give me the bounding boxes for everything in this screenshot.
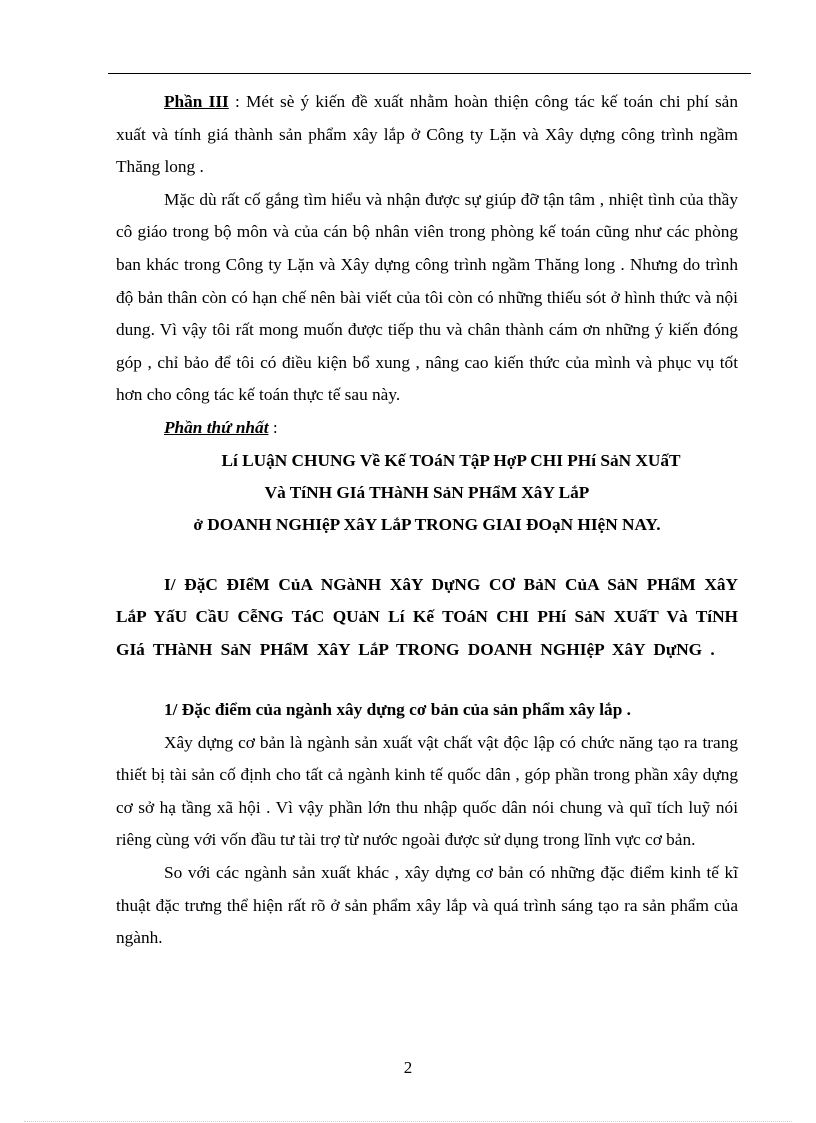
body-paragraph-2: So với các ngành sản xuất khác , xây dựng cơ bản có những đặc điểm kinh tế kĩ thuật đặc trưng thể hiện rất rõ ở sản phẩm xây lắp và quá trình sáng tạo ra sản phẩm của ngành. — [116, 863, 738, 948]
part3-label: Phần III — [164, 92, 229, 111]
footer-dotted-line — [24, 1121, 792, 1122]
part1-label: Phần thứ nhất — [164, 417, 269, 437]
part1-suffix: : — [268, 417, 278, 437]
chapter-title-line-3: ở DOANH NGHIệP XâY LắP TRONG GIAI ĐOạN HIệN NAY. — [193, 514, 661, 534]
header-rule — [108, 73, 751, 74]
part1-heading — [116, 412, 738, 445]
subsection-heading: 1/ Đặc điểm của ngành xây dựng cơ bản của sản phẩm xây lắp . — [164, 700, 631, 720]
part3-paragraph — [116, 86, 738, 184]
part3-text: : Mét sè ý kiến đề xuất nhằm hoàn thiện công tác kế toán chi phí sản xuất và tính giá thành sản phẩm xây lắp ở Công ty Lặn và Xây dựng công trình ngầm Thăng long . — [116, 92, 738, 177]
body-paragraph-1: Xây dựng cơ bản là ngành sản xuất vật chất vật độc lập có chức năng tạo ra trang thiết bị tài sản cố định cho tất cả ngành kinh tế quốc dân , góp phần trong phần xây dựng cơ sở hạ tầng xã hội . Vì vậy phần lớn thu nhập quốc dân nói chung và quĩ tích luỹ nói riêng cùng với vốn đầu tư tài trợ từ nước ngoài được sử dụng trong lĩnh vực cơ bản. — [116, 732, 738, 850]
document-body — [116, 86, 738, 955]
section-heading: I/ ĐặC ĐIểM CủA NGàNH XâY DựNG CƠ BảN CủA SảN PHẩM XâY LắP YấU CầU CễNG TáC QUảN Lí Kế TOáN CHI PHí SảN XUấT Và TíNH GIá THàNH SảN PHẩM XâY LắP TRONG DOANH NGHIệP XâY DựNG . — [116, 574, 738, 659]
page-number: 2 — [403, 1058, 413, 1077]
spacer — [116, 541, 738, 569]
chapter-title-line-2: Và TíNH GIá THàNH SảN PHẩM XâY LắP — [264, 482, 590, 502]
intro-paragraph: Mặc dù rất cố gắng tìm hiểu và nhận được sự giúp đỡ tận tâm , nhiệt tình của thầy cô giáo trong bộ môn và của cán bộ nhân viên trong phòng kế toán cũng như các phòng ban khác trong Công ty Lặn và Xây dựng công trình ngầm Thăng long . Nhưng do trình độ bản thân còn có hạn chế nên bài viết của tôi còn có những thiếu sót ở hình thức và nội dung. Vì vậy tôi rất mong muốn được tiếp thu và chân thành cám ơn những ý kiến đóng góp , chỉ bảo để tôi có điều kiện bổ xung , nâng cao kiến thức của mình và phục vụ tốt hơn cho công tác kế toán thực tế sau này. — [116, 189, 738, 405]
spacer — [116, 666, 738, 694]
chapter-title-line-1: Lí LUậN CHUNG Về Kế TOáN TậP HợP CHI PHí SảN XUấT — [221, 450, 681, 470]
